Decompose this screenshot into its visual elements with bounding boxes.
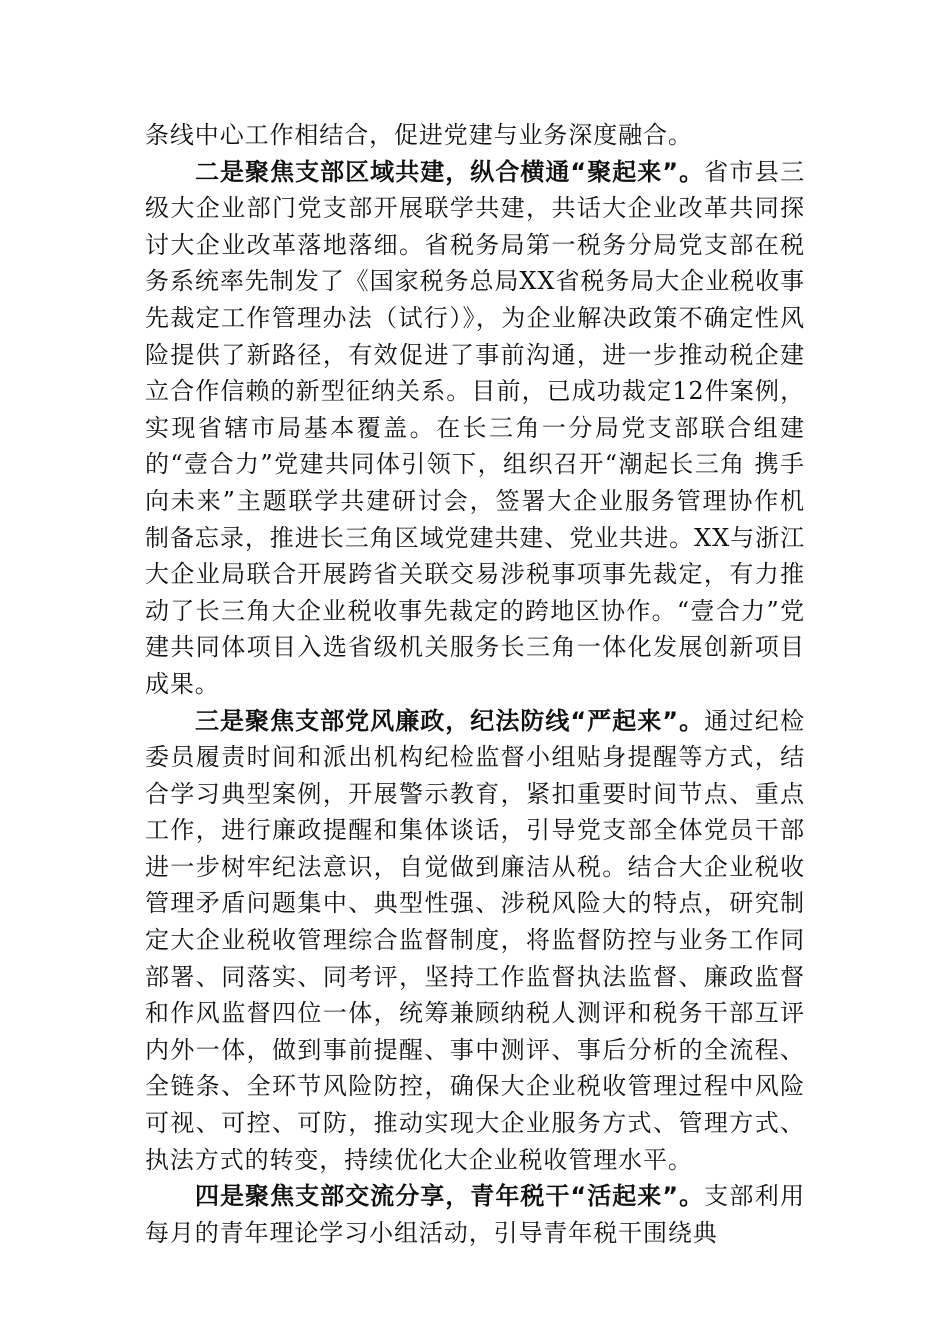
paragraph-continuation (145, 117, 805, 154)
paragraph-text: 支部利用每月的青年理论学习小组活动，引导青年税干围绕典 (145, 1182, 805, 1247)
paragraph-heading: 二是聚焦支部区域共建，纵合横通“聚起来”。 (195, 157, 705, 186)
paragraph-text: 条线中心工作相结合，促进党建与业务深度融合。 (145, 121, 693, 149)
document-page (145, 117, 805, 1251)
paragraph-youth-exchange (145, 1178, 805, 1251)
paragraph-text: 通过纪检委员履责时间和派出机构纪检监督小组贴身提醒等方式，结合学习典型案例，开展警示教育，紧扣重要时间节点、重点工作，进行廉政提醒和集体谈话，引导党支部全体党员干部进一步树牢纪法意识，自觉做到廉洁从税。结合大企业税收管理矛盾问题集中、典型性强、涉税风险大的特点，研究制定大企业税收管理综合监督制度，将监督防控与业务工作同部署、同落实、同考评，坚持工作监督执法监督、廉政监督和作风监督四位一体，统筹兼顾纳税人测评和税务干部互评内外一体，做到事前提醒、事中测评、事后分析的全流程、全链条、全环节风险防控，确保大企业税收管理过程中风险可视、可控、可防，推动实现大企业服务方式、管理方式、执法方式的转变，持续优化大企业税收管理水平。 (145, 706, 805, 1174)
paragraph-text: 省市县三级大企业部门党支部开展联学共建，共话大企业改革共同探讨大企业改革落地落细。省税务局第一税务分局党支部在税务系统率先制发了《国家税务总局XX省税务局大企业税收事先裁定工作管理办法（试行）》，为企业解决政策不确定性风险提供了新路径，有效促进了事前沟通，进一步推动税企建立合作信赖的新型征纳关系。目前，已成功裁定12件案例，实现省辖市局基本覆盖。在长三角一分局党支部联合组建的“壹合力”党建共同体引领下，组织召开“潮起长三角 携手向未来”主题联学共建研讨会，签署大企业服务管理协作机制备忘录，推进长三角区域党建共建、党业共进。XX与浙江大企业局联合开展跨省关联交易涉税事项事先裁定，有力推动了长三角大企业税收事先裁定的跨地区协作。“壹合力”党建共同体项目入选省级机关服务长三角一体化发展创新项目成果。 (145, 157, 805, 698)
paragraph-heading: 三是聚焦支部党风廉政，纪法防线“严起来”。 (195, 706, 705, 735)
paragraph-regional-co-building (145, 154, 805, 703)
paragraph-heading: 四是聚焦支部交流分享，青年税干“活起来”。 (195, 1182, 705, 1211)
paragraph-integrity-discipline (145, 703, 805, 1179)
